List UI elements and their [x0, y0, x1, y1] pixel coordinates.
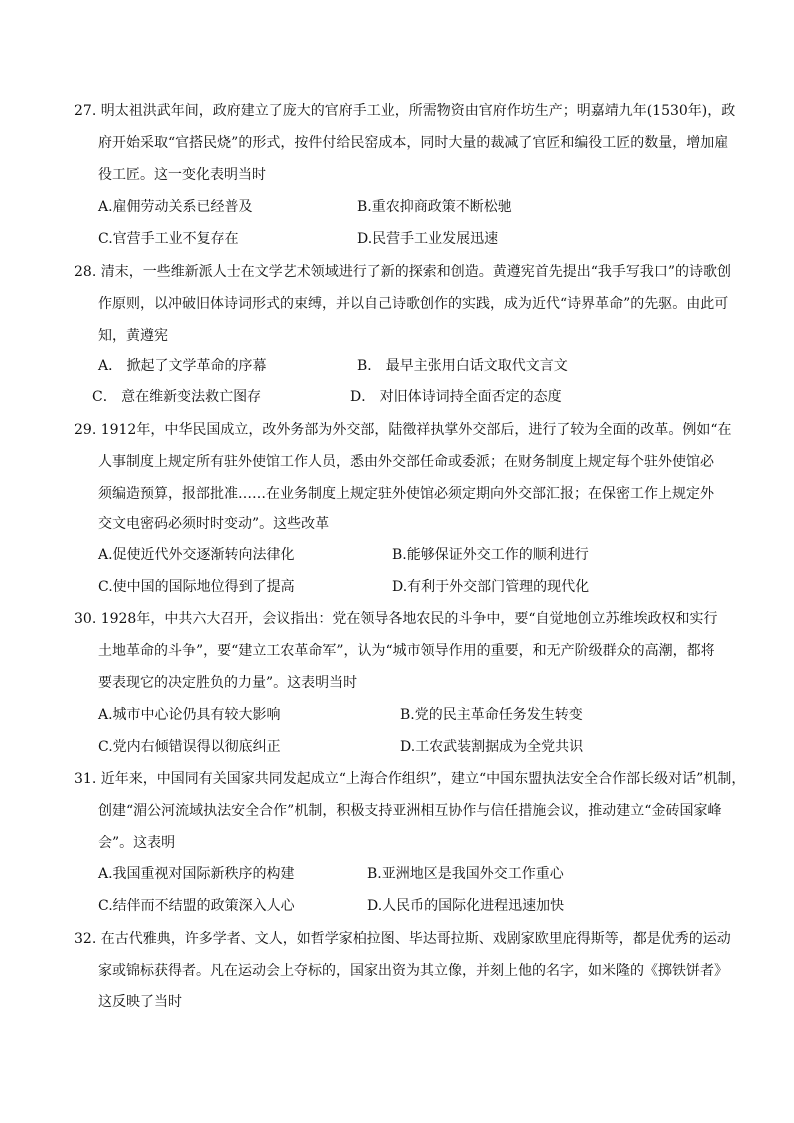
question-text-line: 创建“湄公河流域执法安全合作”机制，积极支持亚洲相互协作与信任措施会议，推动建立“金砖国家峰	[98, 803, 722, 819]
question-text-line: 土地革命的斗争”，要“建立工农革命军”，认为“城市领导作用的重要，和无产阶级群众的高潮，都将	[98, 643, 715, 659]
question-text-line: 府开始采取“官搭民烧”的形式，按件付给民窑成本，同时大量的裁减了官匠和编役工匠的数量，增加雇	[98, 135, 729, 151]
option-c: C.使中国的国际地位得到了提高	[98, 579, 295, 595]
option-a: A． 掀起了文学革命的序幕	[98, 358, 267, 374]
question-text-line: 家或锦标获得者。凡在运动会上夺标的，国家出资为其立像，并刻上他的名字，如米隆的《掷铁饼者》	[98, 963, 728, 979]
question-text-line: 会”。这表明	[98, 835, 176, 851]
question-text-line: 31. 近年来，中国同有关国家共同发起成立“上海合作组织”，建立“中国东盟执法安全合作部长级对话”机制，	[74, 771, 746, 787]
question-text-line: 32. 在古代雅典，许多学者、文人，如哲学家柏拉图、毕达哥拉斯、戏剧家欧里庇得斯等，都是优秀的运动	[74, 931, 731, 947]
question-text-line: 这反映了当时	[98, 994, 182, 1010]
option-b: B.重农抑商政策不断松驰	[357, 199, 512, 215]
option-c: C.党内右倾错误得以彻底纠正	[98, 739, 281, 755]
option-a: A.雇佣劳动关系已经普及	[98, 199, 253, 215]
option-d: D． 对旧体诗词持全面否定的态度	[350, 389, 562, 405]
option-d: D.工农武装割据成为全党共识	[400, 739, 584, 755]
option-b: B.亚洲地区是我国外交工作重心	[367, 866, 564, 882]
option-a: A.城市中心论仍具有较大影响	[98, 707, 281, 723]
option-c: C.官营手工业不复存在	[98, 231, 239, 247]
option-a: A.促使近代外交逐渐转向法律化	[98, 547, 295, 563]
option-b: B.党的民主革命任务发生转变	[400, 707, 583, 723]
question-text-line: 知，黄遵宪	[98, 328, 168, 344]
option-c: C． 意在维新变法救亡图存	[92, 389, 262, 405]
option-d: D.人民币的国际化进程迅速加快	[367, 898, 565, 914]
question-text-line: 要表现它的决定胜负的力量”。这表明当时	[98, 675, 358, 691]
question-text-line: 27. 明太祖洪武年间，政府建立了庞大的官府手工业，所需物资由官府作坊生产；明嘉靖九年(1530年)，政	[74, 103, 736, 119]
question-text-line: 交文电密码必须时时变动”。这些改革	[98, 516, 330, 532]
option-a: A.我国重视对国际新秩序的构建	[98, 866, 295, 882]
question-text-line: 29. 1912年，中华民国成立，改外务部为外交部，陆徵祥执掌外交部后，进行了较为全面的改革。例如“在	[74, 422, 732, 438]
option-d: D.有利于外交部门管理的现代化	[392, 579, 590, 595]
question-text-line: 须编造预算，报部批准……在业务制度上规定驻外使馆必须定期向外交部汇报；在保密工作上规定外	[98, 486, 714, 502]
question-text-line: 28. 清末，一些维新派人士在文学艺术领域进行了新的探索和创造。黄遵宪首先提出“我手写我口”的诗歌创	[74, 264, 732, 280]
question-text-line: 人事制度上规定所有驻外使馆工作人员，悉由外交部任命或委派；在财务制度上规定每个驻外使馆必	[98, 454, 714, 470]
option-b: B． 最早主张用白话文取代文言文	[357, 358, 568, 374]
option-b: B.能够保证外交工作的顺利进行	[392, 547, 589, 563]
question-text-line: 作原则，以冲破旧体诗词形式的束缚，并以自己诗歌创作的实践，成为近代“诗界革命”的先驱。由此可	[98, 296, 729, 312]
option-c: C.结伴而不结盟的政策深入人心	[98, 898, 295, 914]
option-d: D.民营手工业发展迅速	[357, 231, 499, 247]
question-text-line: 役工匠。这一变化表明当时	[98, 167, 266, 183]
question-text-line: 30. 1928年，中共六大召开，会议指出：党在领导各地农民的斗争中，要“自觉地创立苏维埃政权和实行	[74, 611, 718, 627]
